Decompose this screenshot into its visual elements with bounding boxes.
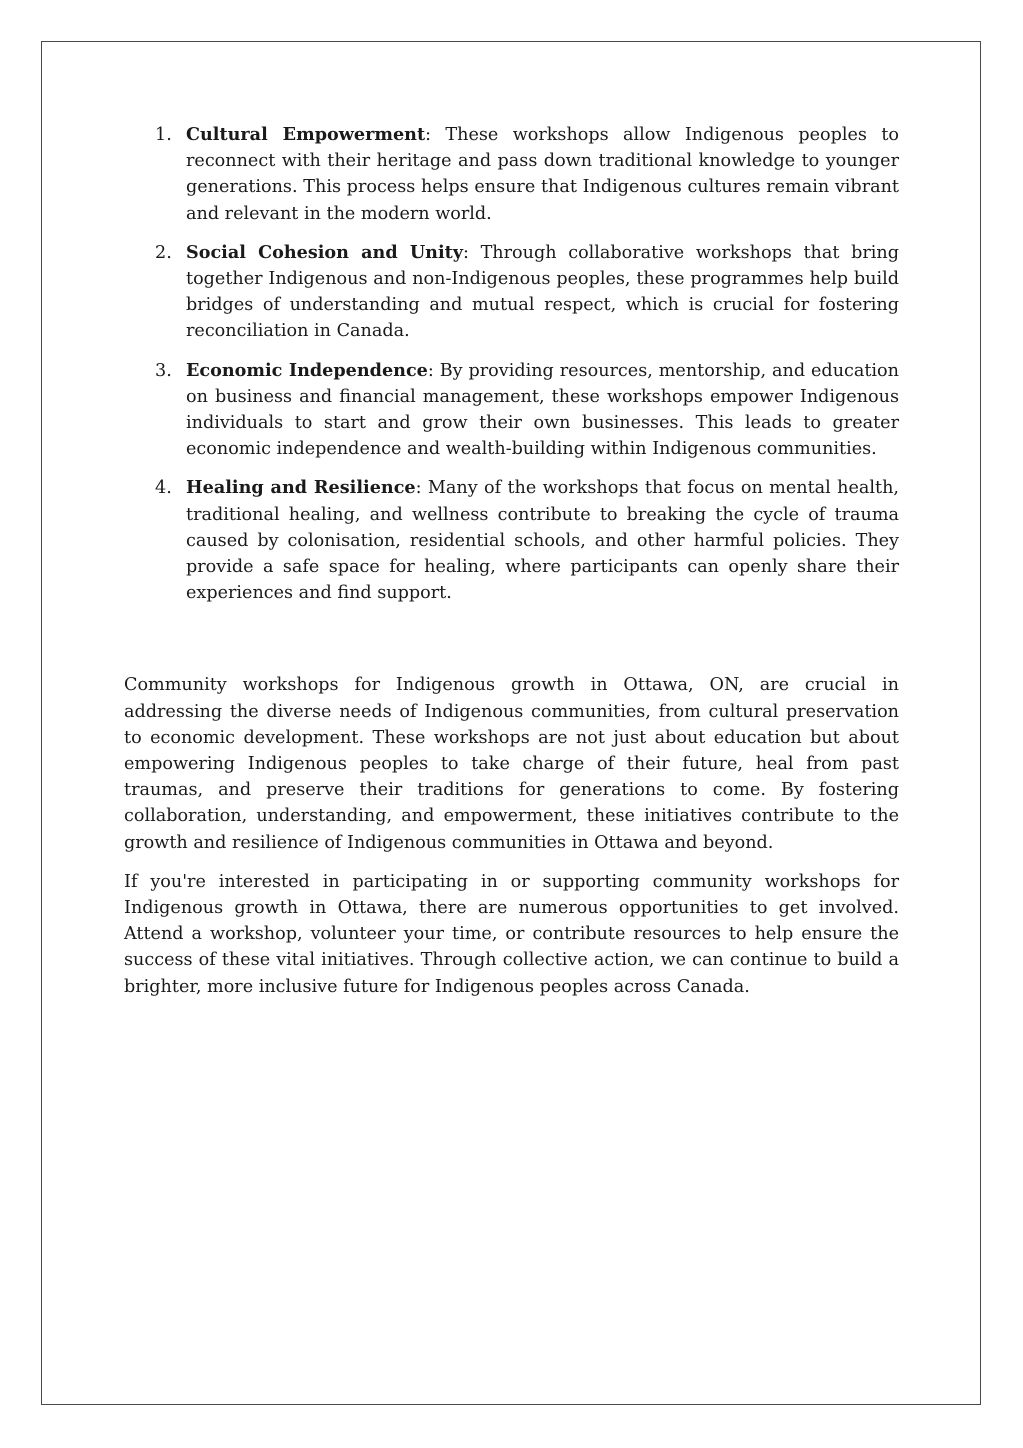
list-item xyxy=(124,240,899,345)
call-to-action-paragraph: If you're interested in participating in or supporting community workshops for Indigenous growth in Ottawa, there are numerous opportunities to get involved. Attend a workshop, volunteer your time, or contribute resources to help ensure the success of these vital initiatives. Through collective action, we can continue to build a brighter, more inclusive future for Indigenous peoples across Canada. xyxy=(124,871,899,997)
document-body xyxy=(124,122,899,1013)
list-item-number: 1. xyxy=(155,125,172,145)
benefits-list xyxy=(124,122,899,606)
list-item xyxy=(124,122,899,227)
list-item-text: : These workshops allow Indigenous peoples to reconnect with their heritage and pass down traditional knowledge to younger generations. This process helps ensure that Indigenous cultures remain vibrant and relevant in the modern world. xyxy=(186,125,899,224)
list-item-text: : By providing resources, mentorship, and education on business and financial management, these workshops empower Indigenous individuals to start and grow their own businesses. This leads to greater economic independence and wealth-building within Indigenous communities. xyxy=(186,360,899,460)
list-item-number: 3. xyxy=(155,360,172,381)
list-item-text: : Many of the workshops that focus on mental health, traditional healing, and wellness contribute to breaking the cycle of trauma caused by colonisation, residential schools, and other harmful policies. They provide a safe space for healing, where participants can openly share their experiences and find support. xyxy=(186,478,899,604)
list-item-number: 4. xyxy=(155,478,172,499)
list-item-number: 2. xyxy=(155,242,172,263)
list-item xyxy=(124,475,899,606)
section-spacer xyxy=(124,619,899,672)
list-item xyxy=(124,358,899,463)
list-item-text: : Through collaborative workshops that bring together Indigenous and non-Indigenous peoples, these programmes help build bridges of understanding and mutual respect, which is crucial for fostering reconciliation in Canada. xyxy=(186,242,899,342)
list-item-term: Cultural Empowerment xyxy=(186,124,426,145)
list-item-term: Economic Independence xyxy=(186,359,428,381)
conclusion-paragraph: Community workshops for Indigenous growth in Ottawa, ON, are crucial in addressing the diverse needs of Indigenous communities, from cultural preservation to economic development. These workshops are not just about education but about empowering Indigenous peoples to take charge of their future, heal from past traumas, and preserve their traditions for generations to come. By fostering collaboration, understanding, and empowerment, these initiatives contribute to the growth and resilience of Indigenous communities in Ottawa and beyond. xyxy=(124,675,899,853)
list-item-term: Healing and Resilience xyxy=(186,477,416,499)
list-item-term: Social Cohesion and Unity xyxy=(186,241,463,263)
